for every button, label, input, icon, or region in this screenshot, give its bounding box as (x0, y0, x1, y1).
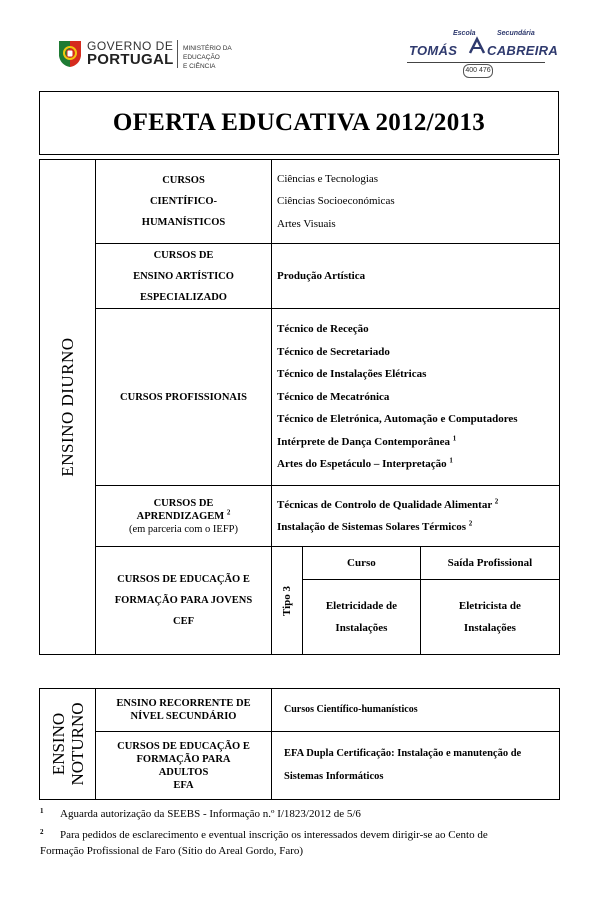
table-row (40, 689, 560, 732)
government-logo (57, 36, 267, 76)
course-item: Técnico de Eletrónica, Automação e Computadores (277, 413, 518, 426)
course-item: Técnico de Receção (277, 323, 369, 336)
footnote-ref: 2 (468, 519, 473, 528)
footnote-ref: 2 (226, 508, 231, 516)
footnote-number: 1 (40, 807, 44, 815)
table-row (40, 732, 560, 800)
courses-cell (272, 309, 560, 486)
col-header-saida: Saída Profissional (420, 547, 559, 580)
noturno-label-cell (40, 689, 96, 800)
tipo-cell (272, 547, 303, 654)
category-cell: CURSOS DE EDUCAÇÃO E FORMAÇÃO PARA ADULTOS EFA (96, 732, 272, 800)
courses-cell (272, 160, 560, 244)
table-row (40, 486, 560, 547)
tipo-label: Tipo 3 (281, 585, 293, 616)
gov-name-line1: GOVERNO DE (87, 39, 174, 53)
portugal-emblem-icon (57, 38, 83, 70)
logo-divider (177, 40, 178, 68)
category-cell: ENSINO RECORRENTE DE NÍVEL SECUNDÁRIO (96, 689, 272, 732)
ensino-diurno-label: ENSINO DIURNO (57, 337, 77, 477)
category-cell: CURSOS DE EDUCAÇÃO E FORMAÇÃO PARA JOVENS CEF (96, 547, 272, 655)
ministry-name: MINISTÉRIO DA EDUCAÇÃO E CIÊNCIA (183, 45, 232, 70)
school-tomas: TOMÁS (409, 43, 458, 58)
col-header-curso: Curso (303, 547, 421, 580)
footnote-number: 2 (40, 828, 44, 836)
course-item: Ciências Socioeconómicas (277, 195, 395, 208)
cef-cell (272, 547, 560, 655)
footnote-1: 1 Aguarda autorização da SEEBS - Informação n.º I/1823/2012 de 5/6 (40, 806, 562, 822)
ensino-noturno-label: ENSINO NOTURNO (48, 702, 87, 786)
school-emblem-icon (467, 36, 487, 56)
noturno-table (39, 688, 560, 800)
diurno-table (39, 159, 560, 655)
table-row (40, 309, 560, 486)
course-item: Ciências e Tecnologias (277, 172, 379, 185)
course-item: Artes Visuais (277, 217, 336, 230)
footnote-ref: 1 (452, 434, 457, 443)
courses-cell (272, 486, 560, 547)
title-box (39, 91, 559, 155)
course-item: Técnico de Instalações Elétricas (277, 368, 427, 381)
school-underline (407, 62, 545, 63)
course-item: EFA Dupla Certificação: Instalação e manutenção de (284, 748, 522, 759)
table-row (40, 244, 560, 309)
course-item: Técnicas de Controlo de Qualidade Alimentar $^2$ (277, 496, 499, 511)
footnote-2: 2 Para pedidos de esclarecimento e eventual inscrição os interessados devem dirigir-se ao Cento de Formação Profissional de Faro (Sítio do Areal Gordo, Faro) (40, 827, 562, 859)
table-row (40, 160, 560, 244)
category-cell: CURSOS CIENTÍFICO- HUMANÍSTICOS (96, 160, 272, 244)
footnote-ref: 2 (494, 496, 499, 505)
cef-curso-value: Eletricidade de Instalações (303, 580, 421, 655)
course-item: Técnico de Mecatrónica (277, 390, 390, 403)
school-secundaria: Secundária (497, 30, 535, 37)
table-row (40, 547, 560, 655)
school-escola: Escola (453, 30, 476, 37)
footnote-ref: 1 (449, 456, 453, 465)
course-item: Intérprete de Dança Contemporânea $^1$ (277, 434, 457, 448)
courses-cell (272, 244, 560, 309)
course-item: Cursos Científico-humanísticos (284, 703, 418, 715)
table-row (272, 580, 559, 655)
category-cell: CURSOS DE APRENDIZAGEM $^2$ (em parceria com o IEFP) (96, 486, 272, 547)
diurno-label-cell (40, 160, 96, 655)
courses-cell (272, 732, 560, 800)
gov-name-line2: PORTUGAL (87, 51, 174, 68)
school-cabreira: CABREIRA (487, 43, 559, 58)
category-cell: CURSOS DE ENSINO ARTÍSTICO ESPECIALIZADO (96, 244, 272, 309)
course-item: Técnico de Secretariado (277, 345, 390, 358)
school-code: 400 476 (463, 64, 493, 78)
course-item: Artes do Espetáculo – Interpretação $^1$ (277, 456, 453, 471)
course-item: Sistemas Informáticos (284, 770, 384, 782)
course-item: Instalação de Sistemas Solares Térmicos $^2$ (277, 519, 473, 533)
page-title: OFERTA EDUCATIVA 2012/2013 (112, 109, 486, 136)
cef-saida-value: Eletricista de Instalações (420, 580, 559, 655)
table-row (272, 547, 559, 580)
category-cell: CURSOS PROFISSIONAIS (96, 309, 272, 486)
course-item: Produção Artística (277, 269, 366, 282)
courses-cell (272, 689, 560, 732)
cef-inner-table (272, 547, 559, 654)
school-logo (405, 26, 559, 76)
